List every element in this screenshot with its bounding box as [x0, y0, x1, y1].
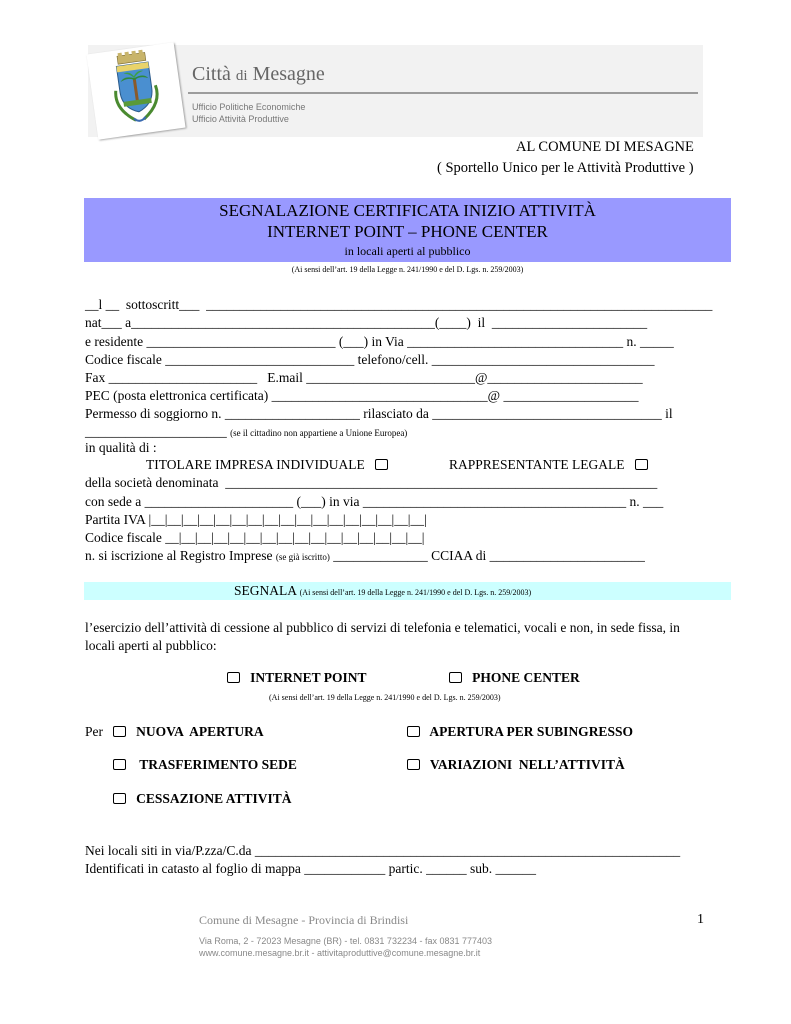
city-title [192, 63, 325, 86]
per-label: Per [85, 724, 103, 739]
registry-blanks[interactable]: ______________ CCIAA di _______________________ [333, 548, 645, 563]
activity-description-2: locali aperti al pubblico: [85, 638, 217, 653]
city-crest-logo [86, 42, 185, 139]
checkbox-transfer[interactable] [113, 759, 126, 770]
subentry-label: APERTURA PER SUBINGRESSO [429, 724, 633, 739]
permit-date-blank[interactable]: _____________________ [85, 424, 227, 439]
field-birth[interactable]: nat___ a_____________________________________________(____) il _______________________ [85, 315, 648, 330]
field-company-seat[interactable]: con sede a ______________________ (___) in via _______________________________________ n. ___ [85, 494, 664, 509]
role-label: in qualità di : [85, 440, 157, 455]
activity-description-1: l’esercizio dell’attività di cessione al pubblico di servizi di telefonia e telematici, vocali e non, in sede fissa, in [85, 620, 680, 635]
city-title-prefix: Città [192, 63, 231, 85]
checkbox-cessation[interactable] [113, 793, 126, 804]
segnala-heading [234, 583, 531, 599]
phone-center-label: PHONE CENTER [472, 670, 580, 685]
title-line-3: in locali aperti al pubblico [344, 244, 471, 258]
option-transfer[interactable] [113, 757, 297, 773]
title-law-reference: (Ai sensi dell’art. 19 della Legge n. 241/1990 e del D. Lgs. n. 259/2003) [291, 265, 524, 274]
segnala-law: (Ai sensi dell’art. 19 della Legge n. 241/1990 e del D. Lgs. n. 259/2003) [299, 588, 532, 597]
recipient-line-1: AL COMUNE DI MESAGNE [516, 139, 694, 155]
city-title-di: di [235, 68, 248, 84]
segnala-label: SEGNALA [234, 583, 297, 598]
crest-emblem-icon [86, 42, 185, 139]
option-variations[interactable] [407, 757, 625, 773]
checkbox-variations[interactable] [407, 759, 420, 770]
variations-label: VARIAZIONI NELL’ATTIVITÀ [429, 757, 625, 772]
field-residence[interactable]: e residente ____________________________ (___) in Via ________________________________ n. _____ [85, 334, 674, 349]
field-cadastre[interactable]: Identificati in catasto al foglio di mappa ____________ partic. ______ sub. ______ [85, 861, 537, 876]
option-internet-point[interactable] [227, 670, 367, 686]
option-phone-center[interactable] [449, 670, 580, 686]
footer-address: Via Roma, 2 - 72023 Mesagne (BR) - tel. 0831 732234 - fax 0831 777403 [199, 936, 493, 946]
page-number: 1 [697, 912, 704, 927]
checkbox-internet-point[interactable] [227, 672, 240, 683]
checkbox-new-opening[interactable] [113, 726, 126, 737]
transfer-label: TRASFERIMENTO SEDE [139, 757, 297, 772]
option-titolare-label: TITOLARE IMPRESA INDIVIDUALE [146, 457, 365, 472]
activity-law-reference: (Ai sensi dell’art. 19 della Legge n. 241/1990 e del D. Lgs. n. 259/2003) [269, 693, 501, 702]
header-rule [188, 92, 698, 94]
field-vat-number[interactable]: Partita IVA |__|__|__|__|__|__|__|__|__|__|__|__|__|__|__|__|__| [85, 512, 427, 527]
option-new-opening[interactable] [113, 724, 264, 740]
new-opening-label: NUOVA APERTURA [136, 724, 264, 739]
option-rappresentante[interactable] [449, 457, 648, 473]
checkbox-phone-center[interactable] [449, 672, 462, 683]
cessation-label: CESSAZIONE ATTIVITÀ [136, 791, 292, 806]
footer-contacts: www.comune.mesagne.br.it - attivitaproduttive@comune.mesagne.br.it [199, 948, 481, 958]
field-company-tax-code[interactable]: Codice fiscale __|__|__|__|__|__|__|__|__|__|__|__|__|__|__|__| [85, 530, 425, 545]
option-titolare[interactable] [146, 457, 388, 473]
option-subentry[interactable] [407, 724, 633, 740]
checkbox-titolare[interactable] [375, 459, 388, 470]
field-tax-code-phone[interactable]: Codice fiscale ____________________________ telefono/cell. _________________________________ [85, 352, 655, 367]
registry-label: n. si iscrizione al Registro Imprese [85, 548, 273, 563]
checkbox-subentry[interactable] [407, 726, 420, 737]
recipient-line-2: ( Sportello Unico per le Attività Produttive ) [437, 160, 694, 176]
city-title-name: Mesagne [252, 63, 325, 85]
title-line-1: SEGNALAZIONE CERTIFICATA INIZIO ATTIVITÀ [219, 201, 596, 220]
office-line-2: Ufficio Attività Produttive [192, 114, 289, 124]
field-undersigned[interactable]: __l __ sottoscritt___ ___________________________________________________________________________ [85, 297, 713, 312]
field-pec[interactable]: PEC (posta elettronica certificata) ________________________________@ ____________________ [85, 388, 639, 403]
registry-note: (se già iscritto) [275, 552, 330, 562]
field-permit[interactable]: Permesso di soggiorno n. ____________________ rilasciato da __________________________________ il [85, 406, 673, 421]
title-line-2: INTERNET POINT – PHONE CENTER [267, 222, 548, 241]
option-rappresentante-label: RAPPRESENTANTE LEGALE [449, 457, 625, 472]
footer-municipality: Comune di Mesagne - Provincia di Brindisi [199, 913, 409, 927]
checkbox-rappresentante[interactable] [635, 459, 648, 470]
permit-note: (se il cittadino non appartiene a Unione Europea) [230, 428, 408, 438]
field-permit-date[interactable] [85, 424, 407, 440]
field-premises-address[interactable]: Nei locali siti in via/P.zza/C.da _______________________________________________________________ [85, 843, 681, 858]
field-registry[interactable] [85, 548, 645, 564]
internet-point-label: INTERNET POINT [250, 670, 367, 685]
option-cessation[interactable] [113, 791, 292, 807]
field-company-name[interactable]: della società denominata ________________________________________________________________ [85, 475, 658, 490]
office-line-1: Ufficio Politiche Economiche [192, 102, 306, 112]
field-fax-email[interactable]: Fax ______________________ E.mail _________________________@_______________________ [85, 370, 643, 385]
